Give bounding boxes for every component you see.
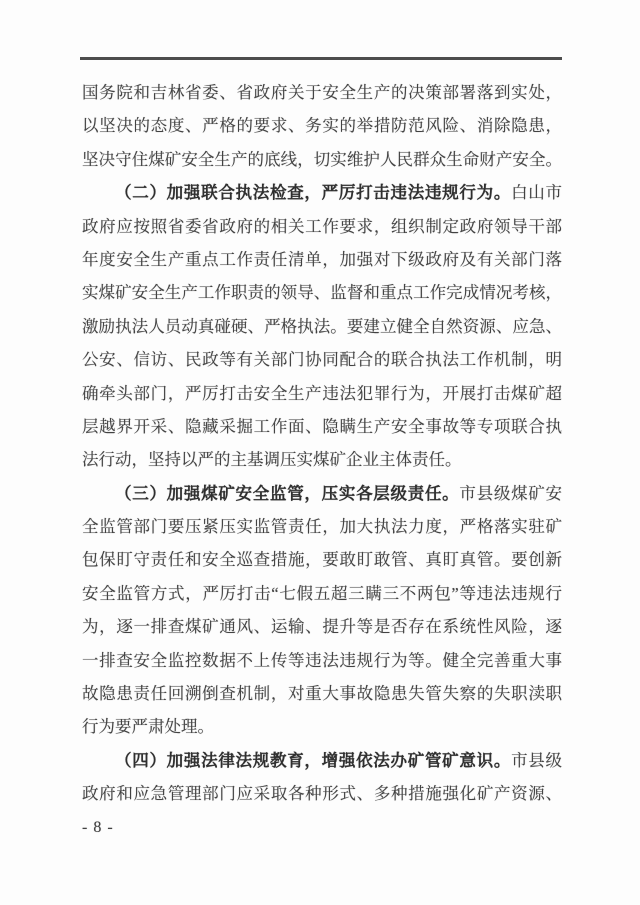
body-text: 行为要严肃处理。 [82, 717, 214, 737]
text-line [82, 243, 562, 276]
body-text: 政府应按照省委省政府的相关工作要求，组织制定政府领导干部 [82, 216, 562, 236]
paragraph-heading-line [82, 477, 562, 510]
text-line [82, 109, 562, 142]
body-text: 坚决守住煤矿安全生产的底线，切实维护人民群众生命财产安全。 [82, 149, 562, 169]
body-text: 年度安全生产重点工作责任清单，加强对下级政府及有关部门落 [82, 249, 562, 269]
body-text: 包保盯守责任和安全巡查措施，要敢盯敢管、真盯真管。要创新 [82, 550, 562, 570]
text-line [82, 76, 562, 109]
body-text: 市县级 [511, 750, 563, 770]
text-line [82, 677, 562, 710]
bold-heading-text: （三）加强煤矿安全监管，压实各层级责任。 [115, 483, 460, 503]
body-text: 以坚决的态度、严格的要求、务实的举措防范风险、消除隐患， [82, 116, 562, 136]
body-text: 法行动，坚持以严的主基调压实煤矿企业主体责任。 [82, 450, 462, 470]
body-text: 安全监管方式，严厉打击“七假五超三瞒三不两包”等违法违规行 [82, 583, 562, 603]
text-line [82, 610, 562, 643]
body-text: 确牵头部门，严厉打击安全生产违法犯罪行为，开展打击煤矿超 [82, 383, 562, 403]
text-line [82, 377, 562, 410]
body-text: 实煤矿安全生产工作职责的领导、监督和重点工作完成情况考核， [82, 283, 562, 303]
text-line [82, 310, 562, 343]
text-line [82, 577, 562, 610]
body-text: 政府和应急管理部门应采取各种形式、多种措施强化矿产资源、 [82, 784, 562, 804]
text-line [82, 443, 562, 476]
body-text: 一排查安全监控数据不上传等违法违规行为等。健全完善重大事 [82, 650, 562, 670]
body-text: 市县级煤矿安 [459, 483, 563, 503]
paragraph-heading-line [82, 176, 562, 209]
header-separator-rule [80, 57, 562, 60]
text-line [82, 710, 562, 743]
text-line [82, 543, 562, 576]
text-line [82, 210, 562, 243]
page-number: - 8 - [82, 818, 114, 836]
body-text: 国务院和吉林省委、省政府关于安全生产的决策部署落到实处， [82, 83, 562, 102]
text-line [82, 644, 562, 677]
body-text: 层越界开采、隐藏采掘工作面、隐瞒生产安全事故等专项联合执 [82, 416, 562, 436]
text-line [82, 143, 562, 176]
body-text: 为，逐一排查煤矿通风、运输、提升等是否存在系统性风险，逐 [82, 617, 562, 637]
text-line [82, 510, 562, 543]
body-text: 公安、信访、民政等有关部门协同配合的联合执法工作机制，明 [82, 350, 562, 370]
body-text: 白山市 [511, 183, 563, 203]
text-line [82, 276, 562, 309]
text-line [82, 343, 562, 376]
body-text: 激励执法人员动真碰硬、严格执法。要建立健全自然资源、应急、 [82, 316, 562, 336]
paragraph-heading-line [82, 744, 562, 777]
text-line [82, 410, 562, 443]
body-text: 故隐患责任回溯倒查机制，对重大事故隐患失管失察的失职渎职 [82, 684, 562, 704]
bold-heading-text: （四）加强法律法规教育，增强依法办矿管矿意识。 [115, 750, 512, 770]
text-line [82, 777, 562, 810]
bold-heading-text: （二）加强联合执法检查，严厉打击违法违规行为。 [115, 183, 512, 203]
body-text: 全监管部门要压紧压实监管责任，加大执法力度，严格落实驻矿 [82, 517, 562, 537]
text-column [82, 76, 562, 844]
